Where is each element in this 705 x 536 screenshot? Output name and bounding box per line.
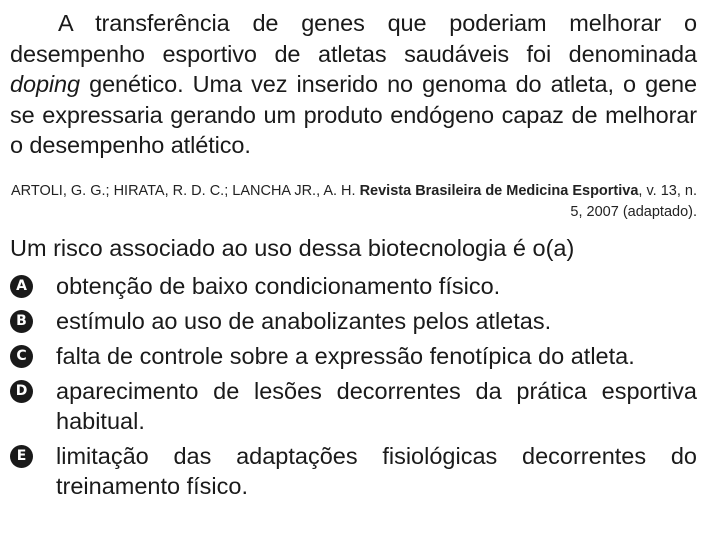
passage-text <box>10 8 697 161</box>
question-stem: Um risco associado ao uso dessa biotecnologia é o(a) <box>10 234 575 261</box>
option-c[interactable] <box>10 341 697 371</box>
passage-part-1: A transferência de genes que poderiam melhorar o desempenho esportivo de atletas saudáveis foi denominada <box>10 10 697 67</box>
answer-options <box>10 271 697 501</box>
option-b[interactable] <box>10 306 697 336</box>
option-letter-badge: A <box>10 275 33 298</box>
option-a[interactable] <box>10 271 697 301</box>
option-text: obtenção de baixo condicionamento físico. <box>56 272 501 299</box>
option-letter-badge: B <box>10 310 33 333</box>
option-text: aparecimento de lesões decorrentes da prática esportiva habitual. <box>56 377 697 434</box>
citation <box>10 181 697 223</box>
option-text: falta de controle sobre a expressão fenotípica do atleta. <box>56 342 635 369</box>
passage-italic-term: doping <box>10 71 80 97</box>
option-text: limitação das adaptações fisiológicas decorrentes do treinamento físico. <box>56 442 697 499</box>
option-text: estímulo ao uso de anabolizantes pelos atletas. <box>56 307 552 334</box>
option-letter-badge: C <box>10 345 33 368</box>
citation-authors: ARTOLI, G. G.; HIRATA, R. D. C.; LANCHA JR., A. H. <box>10 182 360 199</box>
option-letter-badge: D <box>10 380 33 403</box>
option-letter-badge: E <box>10 445 33 468</box>
passage-part-2: genético. Uma vez inserido no genoma do atleta, o gene se expressaria gerando um produto endógeno capaz de melhorar o desempenho atlético. <box>10 71 697 158</box>
option-e[interactable] <box>10 441 697 501</box>
citation-journal: Revista Brasileira de Medicina Esportiva <box>359 182 639 199</box>
option-d[interactable] <box>10 376 697 436</box>
citation-details: , v. 13, n. 5, 2007 (adaptado). <box>570 182 697 220</box>
